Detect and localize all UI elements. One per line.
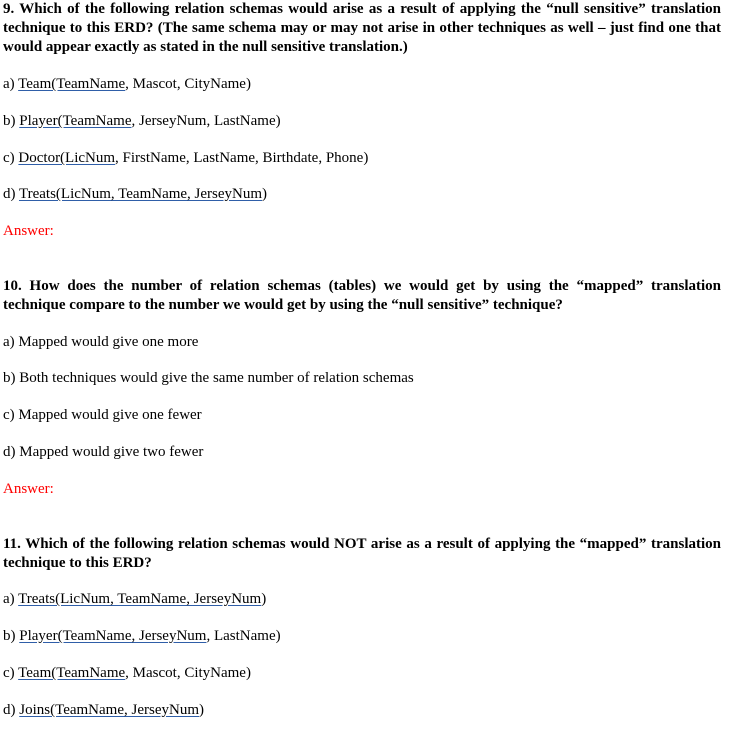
q9-option-a: a) Team(TeamName, Mascot, CityName) [3, 76, 251, 92]
q10-option-c: c) Mapped would give one fewer [3, 407, 202, 423]
q9-option-c: c) Doctor(LicNum, FirstName, LastName, Birthdate, Phone) [3, 150, 369, 166]
q11-option-a: a) Treats(LicNum, TeamName, JerseyNum) [3, 591, 267, 607]
question-10-text: 10. How does the number of relation schemas (tables) we would get by using the “mapped” translation technique compare to the number we would get by using the “null sensitive” technique? [3, 278, 721, 313]
q9-option-b: b) Player(TeamName, JerseyNum, LastName) [3, 113, 281, 129]
question-11-text: 11. Which of the following relation schemas would NOT arise as a result of applying the “mapped” translation technique to this ERD? [3, 536, 721, 571]
question-9-text: 9. Which of the following relation schemas would arise as a result of applying the “null sensitive” translation technique to this ERD? (The same schema may or may not arise in other techniques as well – just find one that would appear exactly as stated in the null sensitive translation.) [3, 1, 721, 55]
q10-option-b: b) Both techniques would give the same number of relation schemas [3, 370, 414, 386]
q10-option-d: d) Mapped would give two fewer [3, 444, 204, 460]
q11-option-b: b) Player(TeamName, JerseyNum, LastName) [3, 628, 281, 644]
q10-option-a: a) Mapped would give one more [3, 334, 199, 350]
q11-option-d: d) Joins(TeamName, JerseyNum) [3, 702, 204, 718]
q11-option-c: c) Team(TeamName, Mascot, CityName) [3, 665, 251, 681]
q9-option-d: d) Treats(LicNum, TeamName, JerseyNum) [3, 186, 268, 202]
q9-answer-label: Answer: [3, 223, 54, 239]
q10-answer-label: Answer: [3, 481, 54, 497]
